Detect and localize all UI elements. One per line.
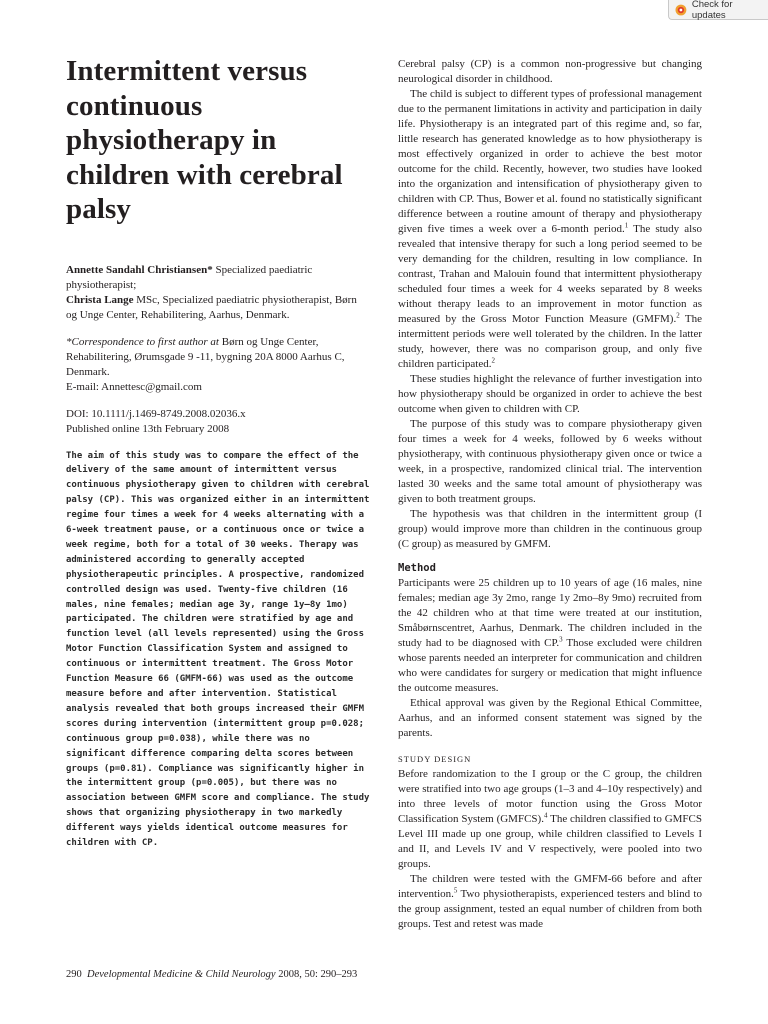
method-heading: Method [398, 562, 436, 574]
reference-2: 2 [676, 311, 680, 320]
right-column [398, 57, 702, 932]
design-paragraph-2: The children were tested with the GMFM-66 before and after intervention.$^5$ Two physiotherapists, experienced testers and blind to the group assignment, tested an equal number of children from both groups. Test and retest was made [398, 873, 702, 930]
correspondence-label: *Correspondence to first author at [66, 335, 219, 348]
intro-paragraph-5: The hypothesis was that children in the intermittent group (I group) would improve more than children in the continuous group (C group) as measured by GMFM. [398, 508, 702, 550]
reference-3: 3 [559, 635, 563, 644]
page-number: 290 [66, 969, 82, 980]
reference-2b: 2 [491, 356, 495, 365]
author-1-name: Annette Sandahl Christiansen* [66, 263, 213, 276]
reference-4: 4 [543, 811, 548, 820]
update-icon [675, 4, 687, 16]
publication-info [66, 407, 368, 437]
study-design-heading: STUDY DESIGN [398, 754, 472, 764]
correspondence-address: Børn og Unge Center, Rehabilitering, Ørumsgade 9 -11, bygning 20A 8000 Aarhus C, Denmark. [66, 335, 345, 378]
author-2-role: MSc, Specialized paediatric physiotherapist, Børn og Unge Center, Rehabilitering, Aarhus, Denmark. [66, 293, 357, 321]
design-paragraph-1: Before randomization to the I group or the C group, the children were stratified into two age groups (1–3 and 4–10y respectively) and into three levels of motor function using the Gross Motor Classification System (GMFCS).$^4$ The children classified to GMFCS Level III made up one group, while children classified to Levels I and II, and Levels IV and V respectively, were pooled into two groups. [398, 768, 702, 870]
intro-paragraph-4: The purpose of this study was to compare physiotherapy given four times a week for 4 weeks, followed by 6 weeks without physiotherapy, with continuous physiotherapy given once or twice a week, in a prospective, randomized clinical trial. The intervention lasted 30 weeks and the same total amount of physiotherapy was given to both treatment groups. [398, 418, 702, 505]
abstract: The aim of this study was to compare the effect of the delivery of the same amount of intermittent versus continuous physiotherapy given to children with cerebral palsy (CP). This was organized either in an intermittent regime four times a week for 4 weeks alternating with a 6-week treatment pause, or a continuous once or twice a week regime, both for a total of 30 weeks. Therapy was administered according to generally accepted physiotherapeutic principles. A prospective, randomized controlled design was used. Twenty-five children (16 males, nine females; median age 3y, range 1y–8y 1mo) participated. The children were stratified by age and function level (all levels represented) using the Gross Motor Function Classification System and assigned to continuous or intermittent treatment. The Gross Motor Function Measure 66 (GMFM-66) was used as the outcome measure before and after intervention. Statistical analysis revealed that both groups increased their GMFM scores during intervention (intermittent group p=0.028; continuous group p=0.038), while there was no significant difference comparing delta scores between groups (p=0.81). Compliance was significantly higher in the intermittent group (p=0.005), but there was no association between GMFM score and compliance. The study shows that organizing physiotherapy in two markedly different ways yields identical outcome measures for children with CP. [66, 450, 370, 849]
published-date: Published online 13th February 2008 [66, 422, 230, 435]
method-paragraph-1: Participants were 25 children up to 10 years of age (16 males, nine females; median age 3y 2mo, range 1y 2mo–8y 9mo) recruited from the 42 children who at that time were treated at our institution, Småbørnscentret, Aarhus, Denmark. The children included in the study had to be diagnosed with CP.$^3$ Those excluded were children whose parents needed an interpreter for communication and children who were candidates for surgery or medication that might influence the outcome measures. [398, 577, 702, 694]
page-footer [66, 968, 357, 982]
intro-paragraph-3: These studies highlight the relevance of further investigation into how physiotherapy should be organized in order to achieve the best outcome when given to children with CP. [398, 373, 702, 415]
reference-1: 1 [624, 221, 629, 230]
citation: 2008, 50: 290–293 [275, 969, 358, 980]
correspondence [66, 335, 368, 395]
doi: DOI: 10.1111/j.1469-8749.2008.02036.x [66, 407, 246, 420]
intro-paragraph-1: Cerebral palsy (CP) is a common non-progressive but changing neurological disorder in childhood. [398, 58, 702, 85]
article-title: Intermittent versus continuous physiotherapy in children with cerebral palsy [66, 55, 343, 225]
author-1-role: Specialized paediatric physiotherapist; [66, 263, 313, 291]
method-paragraph-2: Ethical approval was given by the Regional Ethical Committee, Aarhus, and an informed consent statement was signed by the parents. [398, 697, 702, 739]
check-for-updates-badge[interactable] [668, 0, 768, 20]
author-2-name: Christa Lange [66, 293, 134, 306]
correspondence-email: E-mail: Annettesc@gmail.com [66, 380, 202, 393]
intro-paragraph-2: The child is subject to different types of professional management due to the permanent limitations in activity and participation in daily life. Physiotherapy is an integrated part of this regime and, so far, little research has generated knowledge as to how physiotherapy is most effectively organized in order to achieve the best motor outcome for the child. Recently, however, two studies have looked into the organization and intensification of physiotherapy given to children with CP. Thus, Bower et al. found no statistically significant difference between a routine amount of therapy and physiotherapy given five times a week over a 6-month period.$^1$ The study also revealed that intensive therapy for such a long period seemed to be very demanding for the children, resulting in low compliance. In contrast, Trahan and Malouin found that intermittent physiotherapy scheduled four times a week for 4 weeks separated by 8 weeks without therapy leads to an improvement in motor function as measured by the Gross Motor Function Measure (GMFM).$^2$ The intermittent periods were well tolerated by the children. In the latter study, however, there was no comparison group, and only five children participated.$^2$ [398, 88, 703, 370]
author-list [66, 263, 368, 323]
badge-label: Check for updates [691, 0, 733, 21]
journal-name: Developmental Medicine & Child Neurology [87, 969, 276, 980]
reference-5: 5 [453, 886, 458, 895]
left-column [66, 54, 368, 851]
